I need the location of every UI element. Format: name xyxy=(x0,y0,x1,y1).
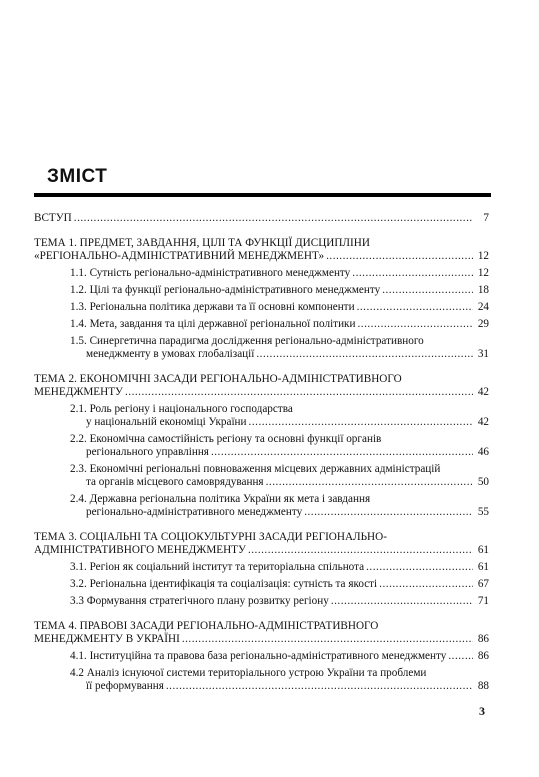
toc-entry-title-line: МЕНЕДЖМЕНТУ В УКРАЇНІ xyxy=(34,633,180,645)
toc-section-title-line: 1.5. Синергетична парадигма дослідження регіонально-адміністративного xyxy=(70,335,424,347)
leader-dots xyxy=(166,680,473,693)
toc-entry-section[interactable] xyxy=(34,267,489,280)
toc-page-number: 86 xyxy=(477,650,489,662)
toc-section-title-line: її реформування xyxy=(86,680,164,692)
toc-section-title-line: 4.1. Інституційна та правова база регіонально-адміністративного менеджменту xyxy=(70,650,447,662)
table-of-contents xyxy=(34,212,489,693)
toc-page-number: 61 xyxy=(477,561,489,573)
toc-page-number: 67 xyxy=(477,578,489,590)
toc-page-number: 24 xyxy=(477,301,489,313)
toc-page-number: 12 xyxy=(477,267,489,279)
toc-entry-title-line: «РЕГІОНАЛЬНО-АДМІНІСТРАТИВНИЙ МЕНЕДЖМЕНТ» xyxy=(34,250,325,262)
leader-dots xyxy=(352,267,473,280)
leader-dots xyxy=(182,633,473,646)
toc-entry-section[interactable] xyxy=(34,433,489,459)
toc-section-title-line: 3.3 Формування стратегічного плану розвитку регіону xyxy=(70,595,329,607)
toc-entry-title: ВСТУП xyxy=(34,212,72,224)
toc-page-number: 55 xyxy=(477,506,489,518)
toc-section-title-line: 4.2 Аналіз існуючої системи територіального устрою України та проблеми xyxy=(70,667,427,679)
toc-page-number: 29 xyxy=(477,318,489,330)
toc-entry-section[interactable] xyxy=(34,578,489,591)
toc-entry-title-line: ТЕМА 1. ПРЕДМЕТ, ЗАВДАННЯ, ЦІЛІ ТА ФУНКЦІЇ ДИСЦИПЛІНИ xyxy=(34,237,370,249)
toc-page-number: 31 xyxy=(477,348,489,360)
page-heading: ЗМІСТ xyxy=(47,166,108,187)
toc-entry-title-line: ТЕМА 3. СОЦІАЛЬНІ ТА СОЦІОКУЛЬТУРНІ ЗАСАДИ РЕГІОНАЛЬНО- xyxy=(34,531,387,543)
toc-page-number: 42 xyxy=(477,416,489,428)
leader-dots xyxy=(125,386,473,399)
toc-section-title-line: 2.2. Економічна самостійність регіону та основні функції органів xyxy=(70,433,382,445)
toc-section-title-line: 3.1. Регіон як соціальний інститут та територіальна спільнота xyxy=(70,561,365,573)
toc-page-number: 88 xyxy=(477,680,489,692)
toc-entry-section[interactable] xyxy=(34,667,489,693)
toc-page-number: 7 xyxy=(483,212,489,224)
leader-dots xyxy=(256,348,473,361)
toc-section-title-line: регіонально-адміністративного менеджменту xyxy=(86,506,303,518)
toc-entry-theme[interactable] xyxy=(34,531,489,557)
toc-entry-intro[interactable] xyxy=(34,212,489,225)
toc-entry-title-line: АДМІНІСТРАТИВНОГО МЕНЕДЖМЕНТУ xyxy=(34,544,246,556)
leader-dots xyxy=(357,318,473,331)
toc-section-title-line: менеджменту в умовах глобалізації xyxy=(86,348,255,360)
leader-dots xyxy=(331,595,473,608)
toc-section-title-line: 2.1. Роль регіону і національного господарства xyxy=(70,403,293,415)
toc-entry-section[interactable] xyxy=(34,284,489,297)
toc-entry-section[interactable] xyxy=(34,318,489,331)
toc-section-title-line: 2.3. Економічні регіональні повноваження місцевих державних адміністрацій xyxy=(70,463,441,475)
leader-dots xyxy=(448,650,473,663)
toc-section-title-line: 1.3. Регіональна політика держави та її основні компоненти xyxy=(70,301,355,313)
toc-page-number: 50 xyxy=(477,476,489,488)
toc-entry-section[interactable] xyxy=(34,493,489,519)
toc-section-title-line: 2.4. Державна регіональна політика України як мета і завдання xyxy=(70,493,371,505)
toc-entry-title-line: МЕНЕДЖМЕНТУ xyxy=(34,386,123,398)
toc-section-title-line: 1.4. Мета, завдання та цілі державної регіональної політики xyxy=(70,318,356,330)
leader-dots xyxy=(366,561,473,574)
toc-page-number: 12 xyxy=(477,250,489,262)
leader-dots xyxy=(249,416,473,429)
toc-section-title-line: 1.1. Сутність регіонально-адміністративного менеджменту xyxy=(70,267,351,279)
toc-entry-theme[interactable] xyxy=(34,237,489,263)
toc-section-title-line: регіонального управління xyxy=(86,446,209,458)
leader-dots xyxy=(326,250,473,263)
leader-dots xyxy=(382,284,473,297)
leader-dots xyxy=(304,506,473,519)
toc-entry-section[interactable] xyxy=(34,595,489,608)
leader-dots xyxy=(248,544,473,557)
page-number: 3 xyxy=(479,704,485,718)
leader-dots xyxy=(74,212,473,225)
leader-dots xyxy=(211,446,473,459)
toc-section-title-line: 3.2. Регіональна ідентифікація та соціалізація: сутність та якості xyxy=(70,578,378,590)
toc-section-title-line: 1.2. Цілі та функції регіонально-адміністративного менеджменту xyxy=(70,284,381,296)
toc-entry-section[interactable] xyxy=(34,301,489,314)
toc-entry-title-line: ТЕМА 4. ПРАВОВІ ЗАСАДИ РЕГІОНАЛЬНО-АДМІНІСТРАТИВНОГО xyxy=(34,620,379,632)
toc-entry-section[interactable] xyxy=(34,561,489,574)
toc-page-number: 46 xyxy=(477,446,489,458)
toc-entry-title-line: ТЕМА 2. ЕКОНОМІЧНІ ЗАСАДИ РЕГІОНАЛЬНО-АДМІНІСТРАТИВНОГО xyxy=(34,373,402,385)
toc-entry-section[interactable] xyxy=(34,650,489,663)
leader-dots xyxy=(357,301,473,314)
toc-entry-theme[interactable] xyxy=(34,373,489,399)
toc-entry-section[interactable] xyxy=(34,463,489,489)
toc-entry-section[interactable] xyxy=(34,403,489,429)
leader-dots xyxy=(266,476,473,489)
toc-page-number: 42 xyxy=(477,386,489,398)
heading-rule xyxy=(34,193,491,197)
toc-entry-section[interactable] xyxy=(34,335,489,361)
toc-page-number: 61 xyxy=(477,544,489,556)
leader-dots xyxy=(379,578,473,591)
toc-section-title-line: та органів місцевого самоврядування xyxy=(86,476,264,488)
toc-page-number: 71 xyxy=(477,595,489,607)
toc-section-title-line: у національній економіці України xyxy=(86,416,247,428)
toc-page-number: 18 xyxy=(477,284,489,296)
toc-page-number: 86 xyxy=(477,633,489,645)
toc-entry-theme[interactable] xyxy=(34,620,489,646)
